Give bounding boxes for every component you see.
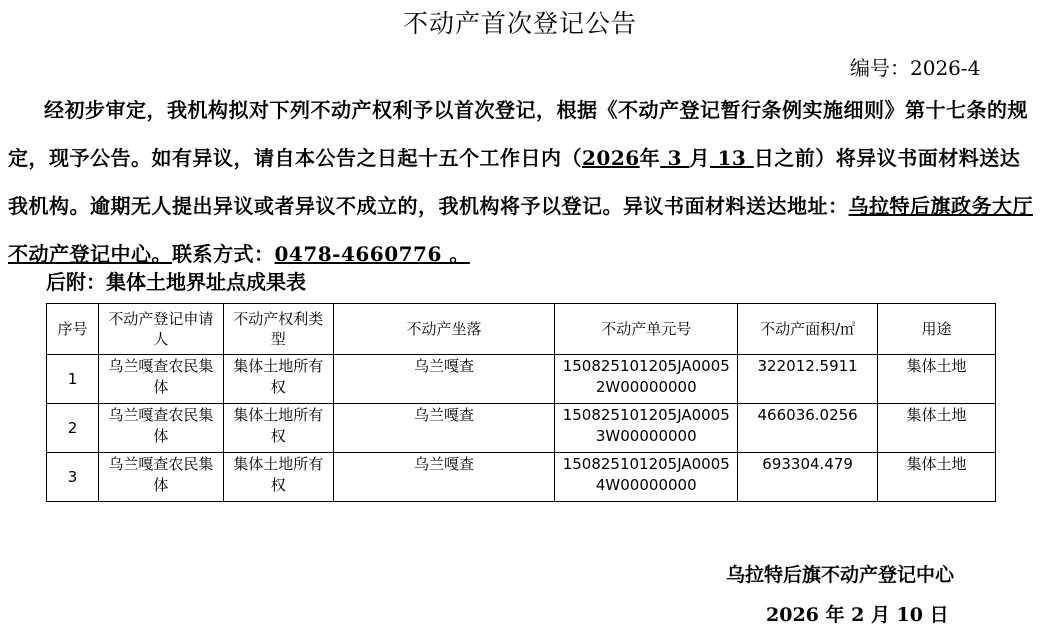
col-header-area: 不动产面积/㎡ (738, 304, 878, 355)
cell-index: 1 (47, 355, 99, 404)
contact-label: 联系方式： (172, 242, 275, 266)
notice-text-part1: 经初步审定，我机构拟对下列不动产权利予以首次登记，根据《不动产登记暂行条例实施细则》第十七条的规定，现予公告。如有异议，请自本公告之日起十五个工作日内（ (8, 98, 1028, 170)
parcel-table (46, 303, 996, 502)
cell-usage: 集体土地 (878, 355, 996, 404)
table-row (47, 355, 996, 404)
cell-index: 3 (47, 453, 99, 502)
submission-address: 乌拉特后旗政务大厅不动产登记中心。 (8, 194, 1033, 266)
cell-right-type: 集体土地所有权 (223, 453, 333, 502)
deadline-month (660, 146, 689, 170)
cell-right-type: 集体土地所有权 (223, 355, 333, 404)
table-header-row (47, 304, 996, 355)
cell-right-type: 集体土地所有权 (223, 404, 333, 453)
contact-phone: 0478-4660776 。 (274, 242, 470, 266)
appendix-label: 后附：集体土地界址点成果表 (46, 270, 306, 294)
col-header-usage: 用途 (878, 304, 996, 355)
cell-usage: 集体土地 (878, 453, 996, 502)
deadline-year: 2026 (582, 146, 640, 170)
document-title: 不动产首次登记公告 (402, 9, 637, 38)
cell-unit-number: 150825101205JA00052W00000000 (555, 355, 738, 404)
cell-usage: 集体土地 (878, 404, 996, 453)
col-header-index: 序号 (47, 304, 99, 355)
cell-applicant: 乌兰嘎查农民集体 (98, 453, 223, 502)
col-header-right-type: 不动产权利类型 (223, 304, 333, 355)
year-char: 年 (639, 146, 661, 170)
document-number: 编号：2026-4 (850, 56, 981, 80)
col-header-location: 不动产坐落 (333, 304, 555, 355)
col-header-unit-number: 不动产单元号 (555, 304, 738, 355)
table-row (47, 404, 996, 453)
notice-paragraph (8, 86, 1038, 278)
cell-location: 乌兰嘎查 (333, 404, 555, 453)
issue-date: 2026 年 2 月 10 日 (766, 604, 949, 626)
cell-unit-number: 150825101205JA00054W00000000 (555, 453, 738, 502)
cell-unit-number: 150825101205JA00053W00000000 (555, 404, 738, 453)
cell-area: 322012.5911 (738, 355, 878, 404)
cell-index: 2 (47, 404, 99, 453)
month-char: 月 (689, 146, 711, 170)
cell-area: 693304.479 (738, 453, 878, 502)
col-header-applicant: 不动产登记申请人 (98, 304, 223, 355)
deadline-day-value: 13 (717, 146, 747, 170)
cell-location: 乌兰嘎查 (333, 453, 555, 502)
deadline-day (710, 146, 754, 170)
deadline-month-value: 3 (667, 146, 683, 170)
cell-applicant: 乌兰嘎查农民集体 (98, 404, 223, 453)
cell-location: 乌兰嘎查 (333, 355, 555, 404)
issuing-organization: 乌拉特后旗不动产登记中心 (726, 564, 955, 586)
notice-text-part2: 日之前）将异议书面材料送达我机构。逾期无人提出异议或者异议不成立的，我机构将予以登记。异议书面材料送达地址： (8, 146, 1021, 218)
cell-applicant: 乌兰嘎查农民集体 (98, 355, 223, 404)
cell-area: 466036.0256 (738, 404, 878, 453)
table-row (47, 453, 996, 502)
